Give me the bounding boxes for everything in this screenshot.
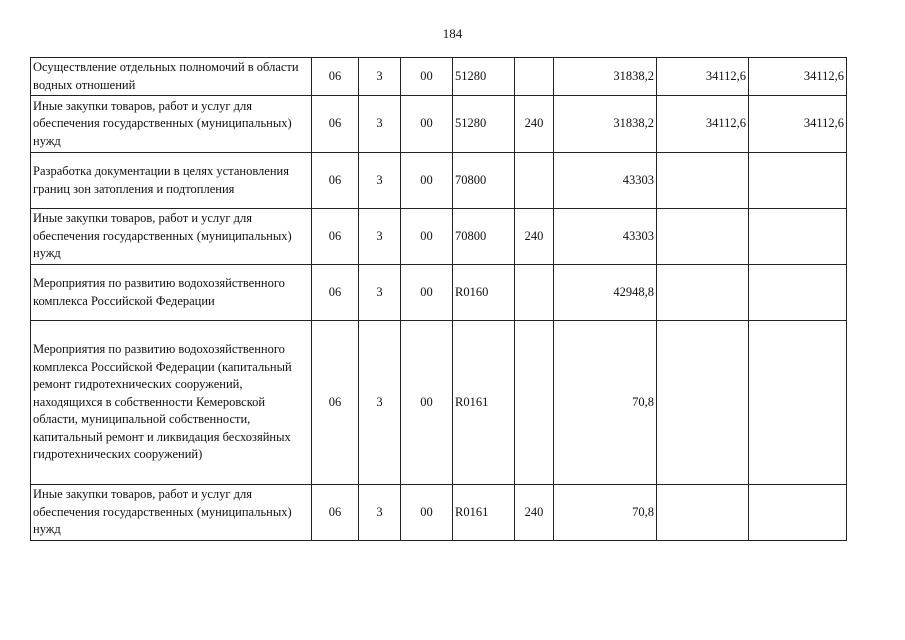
code-cell: R0160: [453, 265, 515, 321]
subsection-cell: 3: [359, 485, 401, 541]
year2-cell: [657, 209, 749, 265]
table-row: [31, 96, 847, 153]
expense-type-cell: [515, 321, 554, 485]
year3-cell: [749, 153, 847, 209]
row-name: Иные закупки товаров, работ и услуг для обеспечения государственных (муниципальных) нужд: [31, 485, 312, 541]
row-name: Разработка документации в целях установления границ зон затопления и подтопления: [31, 153, 312, 209]
year1-cell: 31838,2: [554, 58, 657, 96]
code-cell: 51280: [453, 58, 515, 96]
program-cell: 00: [401, 265, 453, 321]
year1-cell: 43303: [554, 209, 657, 265]
subsection-cell: 3: [359, 209, 401, 265]
section-cell: 06: [312, 321, 359, 485]
program-cell: 00: [401, 153, 453, 209]
row-name: Иные закупки товаров, работ и услуг для обеспечения государственных (муниципальных) нужд: [31, 209, 312, 265]
year2-cell: 34112,6: [657, 96, 749, 153]
table-row: [31, 153, 847, 209]
program-cell: 00: [401, 209, 453, 265]
code-cell: 70800: [453, 209, 515, 265]
subsection-cell: 3: [359, 265, 401, 321]
code-cell: 51280: [453, 96, 515, 153]
page-number: 184: [442, 26, 463, 41]
section-cell: 06: [312, 58, 359, 96]
year3-cell: [749, 209, 847, 265]
year3-cell: [749, 321, 847, 485]
section-cell: 06: [312, 265, 359, 321]
table-row: [31, 58, 847, 96]
row-name: Мероприятия по развитию водохозяйственного комплекса Российской Федерации: [31, 265, 312, 321]
program-cell: 00: [401, 485, 453, 541]
subsection-cell: 3: [359, 321, 401, 485]
table-row: [31, 265, 847, 321]
year3-cell: 34112,6: [749, 96, 847, 153]
year2-cell: [657, 485, 749, 541]
year1-cell: 70,8: [554, 321, 657, 485]
table-row: [31, 321, 847, 485]
expense-type-cell: [515, 153, 554, 209]
code-cell: R0161: [453, 485, 515, 541]
row-name: Иные закупки товаров, работ и услуг для обеспечения государственных (муниципальных) нужд: [31, 96, 312, 153]
section-cell: 06: [312, 96, 359, 153]
year1-cell: 42948,8: [554, 265, 657, 321]
year1-cell: 70,8: [554, 485, 657, 541]
program-cell: 00: [401, 96, 453, 153]
program-cell: 00: [401, 58, 453, 96]
expense-type-cell: [515, 265, 554, 321]
expense-type-cell: 240: [515, 96, 554, 153]
table-row: [31, 485, 847, 541]
year3-cell: [749, 485, 847, 541]
code-cell: R0161: [453, 321, 515, 485]
code-cell: 70800: [453, 153, 515, 209]
row-name: Мероприятия по развитию водохозяйственного комплекса Российской Федерации (капитальный ремонт гидротехнических сооружений, находящихся в собственности Кемеровской области, муниципальной собственности, капитальный ремонт и ликвидация бесхозяйных гидротехнических сооружений): [31, 321, 312, 485]
year3-cell: [749, 265, 847, 321]
subsection-cell: 3: [359, 58, 401, 96]
row-name: Осуществление отдельных полномочий в области водных отношений: [31, 58, 312, 96]
year2-cell: [657, 153, 749, 209]
subsection-cell: 3: [359, 96, 401, 153]
expense-type-cell: 240: [515, 485, 554, 541]
year2-cell: [657, 321, 749, 485]
year1-cell: 31838,2: [554, 96, 657, 153]
section-cell: 06: [312, 153, 359, 209]
program-cell: 00: [401, 321, 453, 485]
expense-type-cell: 240: [515, 209, 554, 265]
year2-cell: 34112,6: [657, 58, 749, 96]
table-row: [31, 209, 847, 265]
section-cell: 06: [312, 209, 359, 265]
year3-cell: 34112,6: [749, 58, 847, 96]
year1-cell: 43303: [554, 153, 657, 209]
subsection-cell: 3: [359, 153, 401, 209]
budget-table: [30, 57, 847, 541]
section-cell: 06: [312, 485, 359, 541]
year2-cell: [657, 265, 749, 321]
expense-type-cell: [515, 58, 554, 96]
